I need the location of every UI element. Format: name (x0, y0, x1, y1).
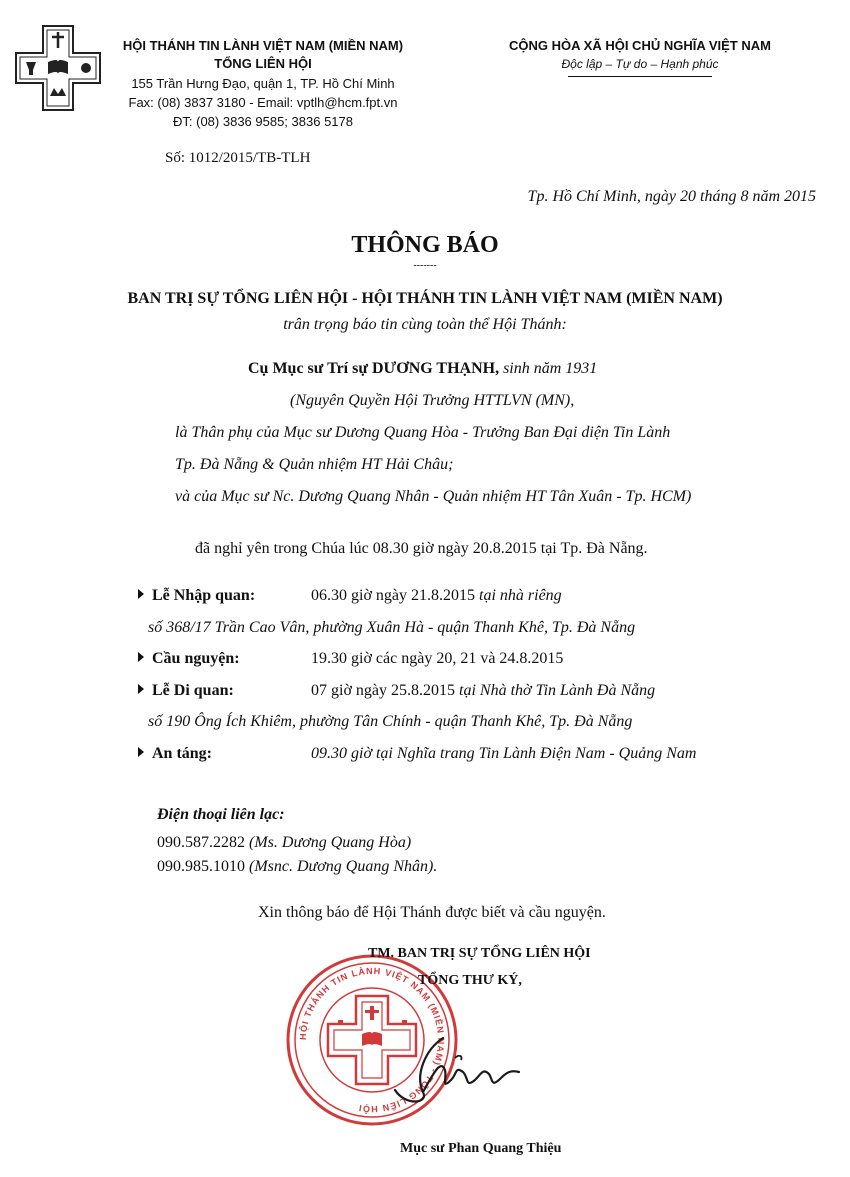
signature-position: TỔNG THƯ KÝ, (418, 973, 522, 988)
event-label: Lễ Di quan: (152, 682, 234, 699)
event-procession-address: số 190 Ông Ích Khiêm, phường Tân Chính - quận Thanh Khê, Tp. Đà Nẵng (148, 713, 633, 730)
date-line: Tp. Hồ Chí Minh, ngày 20 tháng 8 năm 2015 (527, 188, 816, 205)
event-burial (138, 745, 212, 763)
deceased-name: DƯƠNG THẠNH, (371, 360, 500, 377)
event-time: 07 giờ ngày 25.8.2015 (311, 682, 460, 699)
contact-line-1 (157, 834, 411, 852)
republic-name: CỘNG HÒA XÃ HỘI CHỦ NGHĨA VIỆT NAM (509, 38, 771, 53)
deceased-birth: sinh năm 1931 (499, 360, 598, 377)
event-prayer (138, 650, 240, 668)
closing-line: Xin thông báo để Hội Thánh được biết và cầu nguyện. (258, 904, 606, 921)
event-prayer-time: 19.30 giờ các ngày 20, 21 và 24.8.2015 (311, 650, 564, 667)
contact-phone: 090.985.1010 (157, 858, 249, 875)
title-rule: ------- (413, 260, 437, 271)
deceased-title: Cụ Mục sư Trí sự (248, 360, 372, 377)
deceased-relation-2: Tp. Đà Nẵng & Quản nhiệm HT Hải Châu; (175, 456, 454, 473)
organization-phone: ĐT: (08) 3836 9585; 3836 5178 (173, 114, 353, 129)
event-encoffining (138, 587, 255, 605)
event-procession-time (311, 682, 655, 700)
event-label: Cầu nguyện: (152, 650, 240, 667)
handwritten-signature-icon (385, 1030, 535, 1110)
bullet-arrow-icon (138, 747, 144, 757)
signature-on-behalf: TM. BAN TRỊ SỰ TỔNG LIÊN HỘI (368, 946, 591, 961)
event-label: An táng: (152, 745, 213, 762)
national-motto: Độc lập – Tự do – Hạnh phúc (561, 57, 719, 71)
bullet-arrow-icon (138, 589, 144, 599)
passing-announcement: đã nghỉ yên trong Chúa lúc 08.30 giờ ngày 20.8.2015 tại Tp. Đà Nẵng. (195, 540, 648, 557)
contact-heading: Điện thoại liên lạc: (157, 806, 285, 823)
deceased-relation-1: là Thân phụ của Mục sư Dương Quang Hòa - Trưởng Ban Đại diện Tin Lành (175, 424, 671, 441)
deceased-line (248, 360, 597, 378)
event-place: tại Nhà thờ Tin Lành Đà Nẵng (459, 682, 656, 699)
contact-person: (Ms. Dương Quang Hòa) (249, 834, 412, 851)
issuer-line: BAN TRỊ SỰ TỔNG LIÊN HỘI - HỘI THÁNH TIN LÀNH VIỆT NAM (MIỀN NAM) (127, 290, 723, 307)
event-label: Lễ Nhập quan: (152, 587, 256, 604)
motto-underline (568, 76, 712, 77)
organization-logo (12, 22, 104, 114)
document-title: THÔNG BÁO (351, 232, 499, 258)
event-burial-time: 09.30 giờ tại Nghĩa trang Tin Lành Điện Nam - Quảng Nam (311, 745, 697, 762)
event-encoffining-time (311, 587, 562, 605)
document-number: Số: 1012/2015/TB-TLH (165, 150, 311, 166)
organization-fax-email: Fax: (08) 3837 3180 - Email: vptlh@hcm.fpt.vn (128, 95, 398, 110)
signer-name: Mục sư Phan Quang Thiệu (400, 1141, 562, 1156)
deceased-former-role: (Nguyên Quyền Hội Trưởng HTTLVN (MN), (290, 392, 575, 409)
event-place: tại nhà riêng (479, 587, 562, 604)
event-encoffining-address: số 368/17 Trần Cao Vân, phường Xuân Hà - quận Thanh Khê, Tp. Đà Nẵng (148, 619, 636, 636)
contact-phone: 090.587.2282 (157, 834, 249, 851)
deceased-relation-3: và của Mục sư Nc. Dương Quang Nhân - Quản nhiệm HT Tân Xuân - Tp. HCM) (175, 488, 692, 505)
greeting-line: trân trọng báo tin cùng toàn thể Hội Thánh: (283, 316, 567, 333)
contact-line-2 (157, 858, 437, 876)
organization-address: 155 Trần Hưng Đạo, quận 1, TP. Hồ Chí Minh (131, 76, 395, 91)
bullet-arrow-icon (138, 652, 144, 662)
contact-person: (Msnc. Dương Quang Nhân). (249, 858, 438, 875)
stamp-text: HỘI THÁNH TIN LÀNH VIỆT NAM (MIỀN NAM) - TỔNG LIÊN HỘI (297, 965, 447, 1115)
bullet-arrow-icon (138, 684, 144, 694)
organization-subtitle: TỔNG LIÊN HỘI (214, 56, 312, 71)
organization-name: HỘI THÁNH TIN LÀNH VIỆT NAM (MIỀN NAM) (122, 38, 404, 53)
event-time: 06.30 giờ ngày 21.8.2015 (311, 587, 480, 604)
event-procession (138, 682, 234, 700)
